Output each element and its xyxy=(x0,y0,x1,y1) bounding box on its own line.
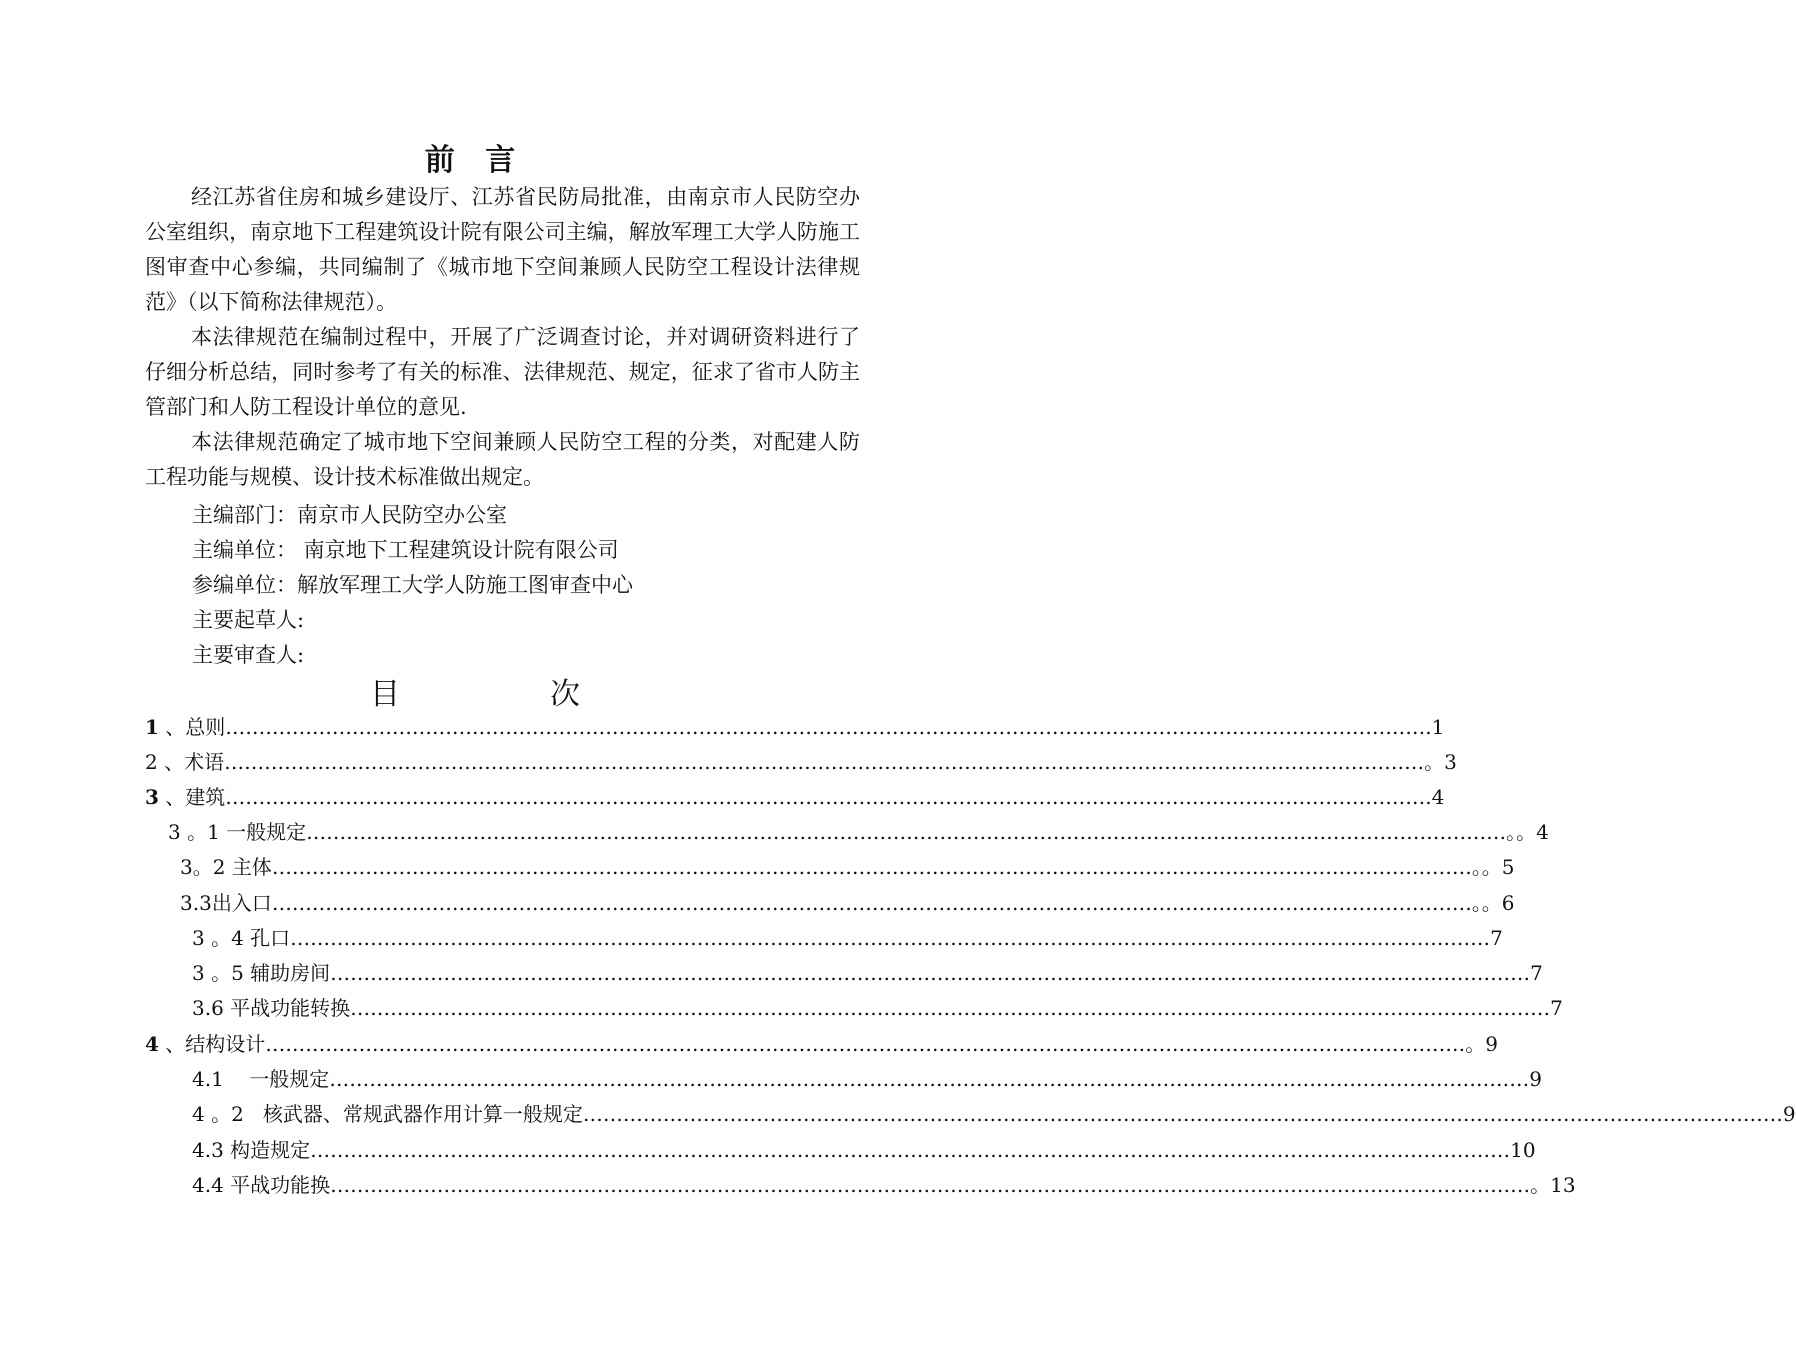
toc-entry-number: 3.3 xyxy=(180,891,212,915)
toc-entry-separator: 、 xyxy=(157,750,185,774)
toc-entry-number: 4.1 xyxy=(192,1067,224,1091)
toc-entry-label: 一般规定 xyxy=(249,1067,330,1091)
toc-entry-label: 建筑 xyxy=(185,785,226,809)
toc-leader: ……………………………………………………………………………………………………………………………………………………………… xyxy=(225,715,1426,739)
toc-entry-page: 9 xyxy=(1782,1102,1796,1126)
toc-entry[interactable] xyxy=(192,1168,1576,1203)
toc-entry-label: 总则 xyxy=(185,715,226,739)
toc-entry-label: 核武器、常规武器作用计算一般规定 xyxy=(262,1102,583,1126)
toc-entry-label: 结构设计 xyxy=(185,1032,266,1056)
participating-unit: 参编单位：解放军理工大学人防施工图审查中心 xyxy=(192,573,633,597)
toc-leader: ……………………………………………………………………………………………………………………………………………………………… xyxy=(310,1138,1511,1162)
toc-entry-label: 出入口 xyxy=(211,891,272,915)
toc-entry-label: 一般规定 xyxy=(226,820,307,844)
toc-entry[interactable] xyxy=(192,991,1563,1026)
toc-entry-label: 辅助房间 xyxy=(250,961,331,985)
toc-entry-number: 4 xyxy=(145,1032,159,1056)
toc-entry[interactable] xyxy=(180,850,1515,885)
toc-entry-label: 主体 xyxy=(231,855,272,879)
toc-entry-page: 10 xyxy=(1510,1138,1536,1162)
main-drafters: 主要起草人: xyxy=(192,608,305,632)
toc-entry-number: 1 xyxy=(145,715,159,739)
preface-paragraph-2: 本法律规范在编制过程中，开展了广泛调查讨论，并对调研资料进行了仔细分析总结，同时参考了有关的标准、法律规范、规定，征求了省市人防主管部门和人防工程设计单位的意见. xyxy=(145,325,860,419)
toc-entry-separator: 、 xyxy=(158,715,186,739)
toc-entry[interactable] xyxy=(192,1133,1536,1168)
toc-entry-label: 平战功能转换 xyxy=(230,996,351,1020)
toc-entry-page: 7 xyxy=(1490,926,1503,950)
toc-entry-page: 。9 xyxy=(1465,1032,1499,1056)
preface-paragraph-1: 经江苏省住房和城乡建设厅、江苏省民防局批准，由南京市人民防空办公室组织，南京地下工程建筑设计院有限公司主编，解放军理工大学人防施工图审查中心参编，共同编制了《城市地下空间兼顾人民防空工程设计法律规范》（以下简称法律规范）。 xyxy=(145,185,860,314)
main-reviewers: 主要审查人: xyxy=(192,643,305,667)
preface-title: 前 言 xyxy=(424,143,526,178)
toc-entry-page: 。3 xyxy=(1424,750,1457,774)
toc-title-right: 次 xyxy=(550,677,580,712)
toc-entry[interactable] xyxy=(145,710,1445,745)
toc-entry-number: 4 。2 xyxy=(192,1102,244,1126)
toc-entry-page: 。。5 xyxy=(1471,855,1515,879)
toc-entry[interactable] xyxy=(192,956,1543,991)
preface-paragraph-3: 本法律规范确定了城市地下空间兼顾人民防空工程的分类，对配建人防工程功能与规模、设计技术标准做出规定。 xyxy=(145,430,860,489)
toc-entry[interactable] xyxy=(168,815,1549,850)
toc-entry-label: 术语 xyxy=(184,750,225,774)
toc-leader: ……………………………………………………………………………………………………………………………………………………………… xyxy=(330,961,1531,985)
chief-editor-department: 主编部门：南京市人民防空办公室 xyxy=(192,503,507,527)
toc-entry[interactable] xyxy=(145,780,1445,815)
toc-entry-number: 3.6 xyxy=(192,996,224,1020)
toc-entry-number: 3 。4 xyxy=(192,926,244,950)
toc-leader: ……………………………………………………………………………………………………………………………………………………………… xyxy=(225,785,1426,809)
toc-entry-label: 构造规定 xyxy=(230,1138,311,1162)
toc-entry-page: 9 xyxy=(1529,1067,1542,1091)
toc-entry-number: 2 xyxy=(145,750,158,774)
toc-leader: ……………………………………………………………………………………………………………………………………………………………… xyxy=(265,1032,1466,1056)
toc-leader: ……………………………………………………………………………………………………………………………………………………………… xyxy=(290,926,1491,950)
toc-entry[interactable] xyxy=(145,745,1457,780)
toc-entry-page: 。。4 xyxy=(1506,820,1549,844)
toc-leader: ……………………………………………………………………………………………………………………………………………………………… xyxy=(350,996,1551,1020)
toc-leader: ……………………………………………………………………………………………………………………………………………………………… xyxy=(306,820,1507,844)
toc-entry-page: .4 xyxy=(1425,785,1445,809)
toc-entry-number: 3 。1 xyxy=(168,820,220,844)
toc-leader: ……………………………………………………………………………………………………………………………………………………………… xyxy=(330,1173,1531,1197)
toc-entry[interactable] xyxy=(145,1027,1499,1062)
toc-leader: ……………………………………………………………………………………………………………………………………………………………… xyxy=(329,1067,1530,1091)
toc-entry-page: 。13 xyxy=(1530,1173,1576,1197)
toc-leader: ……………………………………………………………………………………………………………………………………………………………… xyxy=(224,750,1425,774)
toc-entry[interactable] xyxy=(192,1062,1542,1097)
toc-entry-separator: 、 xyxy=(158,785,186,809)
toc-entry-separator: 、 xyxy=(158,1032,186,1056)
toc-entry-page: 。。6 xyxy=(1471,891,1515,915)
toc-entry[interactable] xyxy=(180,886,1515,921)
toc-leader: ……………………………………………………………………………………………………………………………………………………………… xyxy=(271,855,1472,879)
toc-entry-page: 7 xyxy=(1530,961,1543,985)
toc-entry-page: .1 xyxy=(1425,715,1445,739)
toc-entry-number: 3 。5 xyxy=(192,961,244,985)
toc-entry-separator xyxy=(224,1062,249,1097)
toc-entry[interactable] xyxy=(192,921,1503,956)
toc-entry-number: 4.4 xyxy=(192,1173,224,1197)
toc-entry-number: 3。2 xyxy=(180,855,226,879)
toc-leader: ……………………………………………………………………………………………………………………………………………………………… xyxy=(582,1102,1783,1126)
toc-entry-separator xyxy=(244,1097,263,1132)
toc-entry-label: 平战功能换 xyxy=(230,1173,331,1197)
toc-entry-number: 4.3 xyxy=(192,1138,224,1162)
toc-title-left: 目 xyxy=(370,677,400,712)
toc-leader: ……………………………………………………………………………………………………………………………………………………………… xyxy=(271,891,1472,915)
toc-entry-label: 孔口 xyxy=(250,926,291,950)
toc-entry-page: 7 xyxy=(1550,996,1563,1020)
chief-editor-unit: 主编单位： 南京地下工程建筑设计院有限公司 xyxy=(192,538,619,562)
toc-entry[interactable] xyxy=(192,1097,1796,1132)
toc-entry-number: 3 xyxy=(145,785,159,809)
